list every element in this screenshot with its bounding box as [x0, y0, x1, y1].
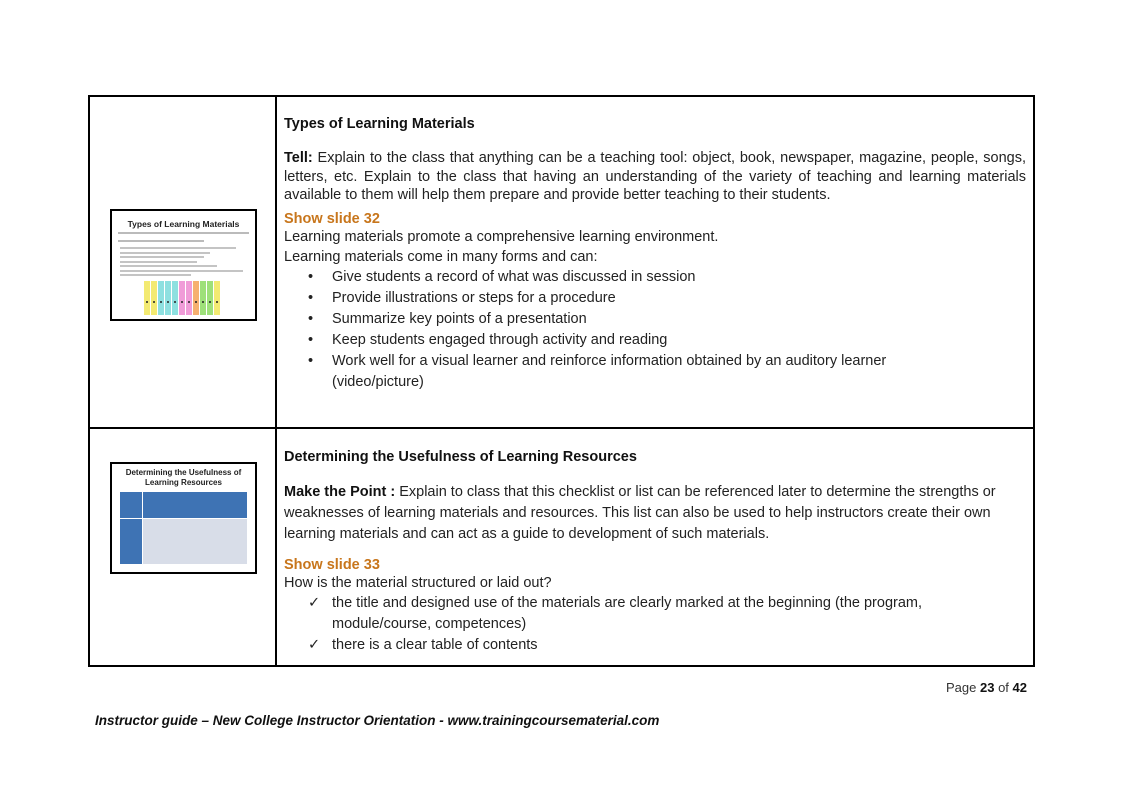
make-the-point-text: Explain to class that this checklist or list can be referenced later to determine the strengths or weaknesses of learning materials and resources. This list can also be used to help instructors create their own learning materials and can act as a guide to development of such materials.	[284, 484, 996, 542]
checkmark-icon: ✓	[308, 595, 321, 611]
footer-guide-title: Instructor guide – New College Instructor Orientation - www.trainingcoursematerial.com	[95, 713, 660, 728]
list-item: • Provide illustrations or steps for a procedure	[284, 288, 1026, 309]
binder-shape	[179, 281, 185, 315]
list-item: • Give students a record of what was discussed in session	[284, 267, 1026, 288]
section-heading: Types of Learning Materials	[284, 116, 475, 132]
show-slide-label: Show slide 33	[284, 557, 380, 573]
binder-shape	[193, 281, 199, 315]
slide-33-thumbnail	[110, 462, 257, 574]
section-heading: Determining the Usefulness of Learning Resources	[284, 449, 637, 465]
list-item: • Summarize key points of a presentation	[284, 309, 1026, 330]
instructor-guide-table	[88, 95, 1035, 667]
list-item: • Work well for a visual learner and reinforce information obtained by an auditory learner (video/picture)	[308, 352, 887, 390]
list-item: • Keep students engaged through activity and reading	[284, 330, 1026, 351]
page-number: Page 23 of 42	[946, 680, 1027, 695]
body-line: Learning materials come in many forms and can:	[284, 248, 598, 265]
slide-text-line	[118, 232, 249, 234]
list-item: ✓ there is a clear table of contents	[284, 635, 1026, 656]
bullet-list	[284, 267, 1026, 393]
tell-label: Tell:	[284, 150, 313, 166]
slide-bullet-list	[120, 247, 249, 276]
bullet-icon: •	[308, 352, 314, 369]
bullet-icon: •	[308, 268, 314, 285]
binders-image	[144, 281, 220, 315]
tell-paragraph	[284, 149, 1026, 205]
bullet-icon: •	[308, 331, 314, 348]
show-slide-label: Show slide 32	[284, 210, 380, 227]
binder-shape	[186, 281, 192, 315]
bullet-icon: •	[308, 289, 314, 306]
slide-title: Determining the Usefulness of Learning Resources	[125, 468, 242, 487]
slide-text-line	[118, 240, 204, 242]
slide-32-thumbnail	[110, 209, 257, 321]
make-the-point-label: Make the Point :	[284, 484, 396, 500]
slide-title: Types of Learning Materials	[127, 219, 240, 229]
table-row	[89, 428, 1034, 666]
binder-shape	[207, 281, 213, 315]
slide-checklist-table	[120, 492, 247, 564]
binder-shape	[158, 281, 164, 315]
checkmark-icon: ✓	[308, 637, 321, 653]
binder-shape	[214, 281, 220, 315]
checklist	[284, 593, 1026, 656]
binder-shape	[144, 281, 150, 315]
body-line: Learning materials promote a comprehensive learning environment.	[284, 228, 719, 245]
list-item: ✓ the title and designed use of the materials are clearly marked at the beginning (the program, module/course, competences)	[308, 595, 923, 632]
binder-shape	[151, 281, 157, 315]
slide-thumbnail-cell	[89, 428, 276, 666]
table-row	[89, 96, 1034, 428]
slide-thumbnail-cell	[89, 96, 276, 428]
bullet-icon: •	[308, 310, 314, 327]
binder-shape	[172, 281, 178, 315]
binder-shape	[200, 281, 206, 315]
tell-text: Explain to the class that anything can be a teaching tool: object, book, newspaper, magazine, people, songs, letters, etc. Explain to the class that having an understanding of the variety of teaching and learning materials available to them will help them prepare and provide better teaching to their students.	[284, 150, 1026, 203]
instruction-cell	[276, 96, 1034, 428]
binder-shape	[165, 281, 171, 315]
body-line: How is the material structured or laid out?	[284, 575, 552, 591]
instruction-cell	[276, 428, 1034, 666]
make-the-point-paragraph	[284, 482, 1026, 545]
